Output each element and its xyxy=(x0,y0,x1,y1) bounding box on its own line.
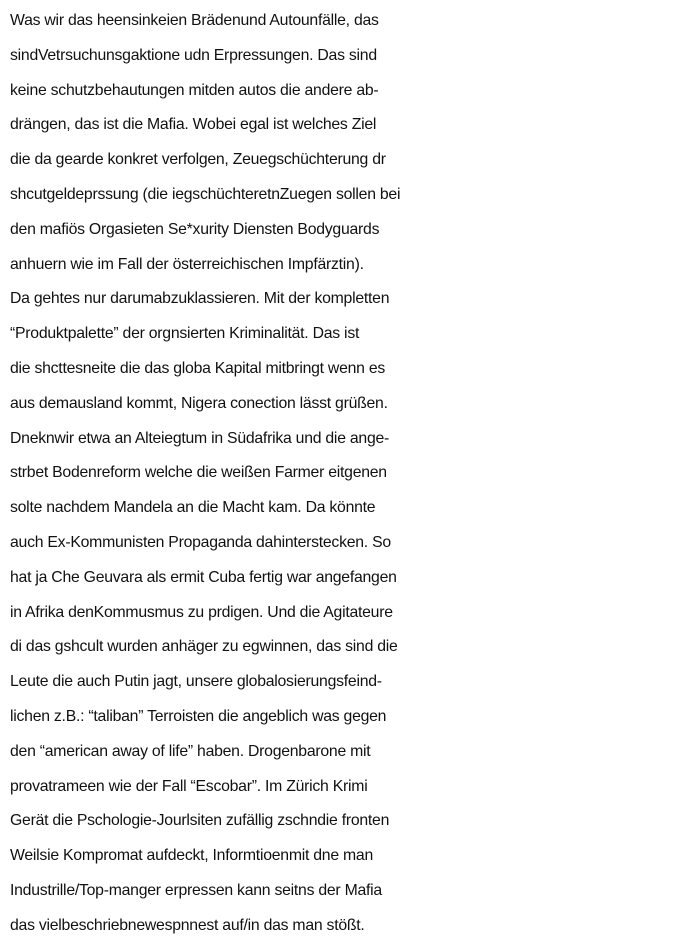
text-line-5: die da gearde konkret verfolgen, Zeuegschüchterung dr xyxy=(10,151,386,169)
text-line-19: di das gshcult wurden anhäger zu egwinnen, das sind die xyxy=(10,638,398,656)
text-line-24: Gerät die Pschologie-Jourlsiten zufällig zschndie fronten xyxy=(10,812,390,830)
text-line-3: keine schutzbehautungen mitden autos die andere ab- xyxy=(10,81,379,99)
text-line-26: Industrille/Top-manger erpressen kann seitns der Mafia xyxy=(10,881,382,899)
text-line-23: provatrameen wie der Fall “Escobar”. Im Zürich Krimi xyxy=(10,777,368,795)
text-line-9: Da gehtes nur darumabzuklassieren. Mit der kompletten xyxy=(10,290,390,308)
text-line-2: sindVetrsuchunsgaktione udn Erpressungen. Das sind xyxy=(10,46,377,64)
text-line-14: strbet Bodenreform welche die weißen Farmer eitgenen xyxy=(10,464,387,482)
text-line-16: auch Ex-Kommunisten Propaganda dahinterstecken. So xyxy=(10,533,391,551)
text-line-25: Weilsie Kompromat aufdeckt, Informtioenmit dne man xyxy=(10,847,373,865)
text-line-21: lichen z.B.: “taliban” Terroisten die angeblich was gegen xyxy=(10,707,387,725)
text-line-7: den mafiös Orgasieten Se*xurity Diensten Bodyguards xyxy=(10,220,380,238)
text-line-17: hat ja Che Geuvara als ermit Cuba fertig war angefangen xyxy=(10,568,397,586)
body-text xyxy=(10,4,680,944)
text-line-1: Was wir das heensinkeien Brädenund Autounfälle, das xyxy=(10,12,379,29)
text-line-15: solte nachdem Mandela an die Macht kam. Da könnte xyxy=(10,499,376,517)
text-line-6: shcutgeldeprssung (die iegschüchteretnZuegen sollen bei xyxy=(10,185,401,203)
text-line-11: die shcttesneite die das globa Kapital mitbringt wenn es xyxy=(10,359,386,377)
text-line-22: den “american away of life” haben. Drogenbarone mit xyxy=(10,742,371,760)
text-line-4: drängen, das ist die Mafia. Wobei egal ist welches Ziel xyxy=(10,116,377,134)
text-line-18: in Afrika denKommusmus zu prdigen. Und die Agitateure xyxy=(10,603,393,621)
text-line-12: aus demausland kommt, Nigera conection lässt grüßen. xyxy=(10,394,388,412)
text-line-8: anhuern wie im Fall der österreichischen Impfärztin). xyxy=(10,255,364,273)
text-line-20: Leute die auch Putin jagt, unsere globalosierungsfeind- xyxy=(10,673,382,691)
text-line-13: Dneknwir etwa an Alteiegtum in Südafrika und die ange- xyxy=(10,429,390,447)
text-line-27: das vielbeschriebnewespnnest auf/in das man stößt. xyxy=(10,916,365,934)
text-line-10: “Produktpalette” der orgnsierten Kriminalität. Das ist xyxy=(10,325,360,343)
